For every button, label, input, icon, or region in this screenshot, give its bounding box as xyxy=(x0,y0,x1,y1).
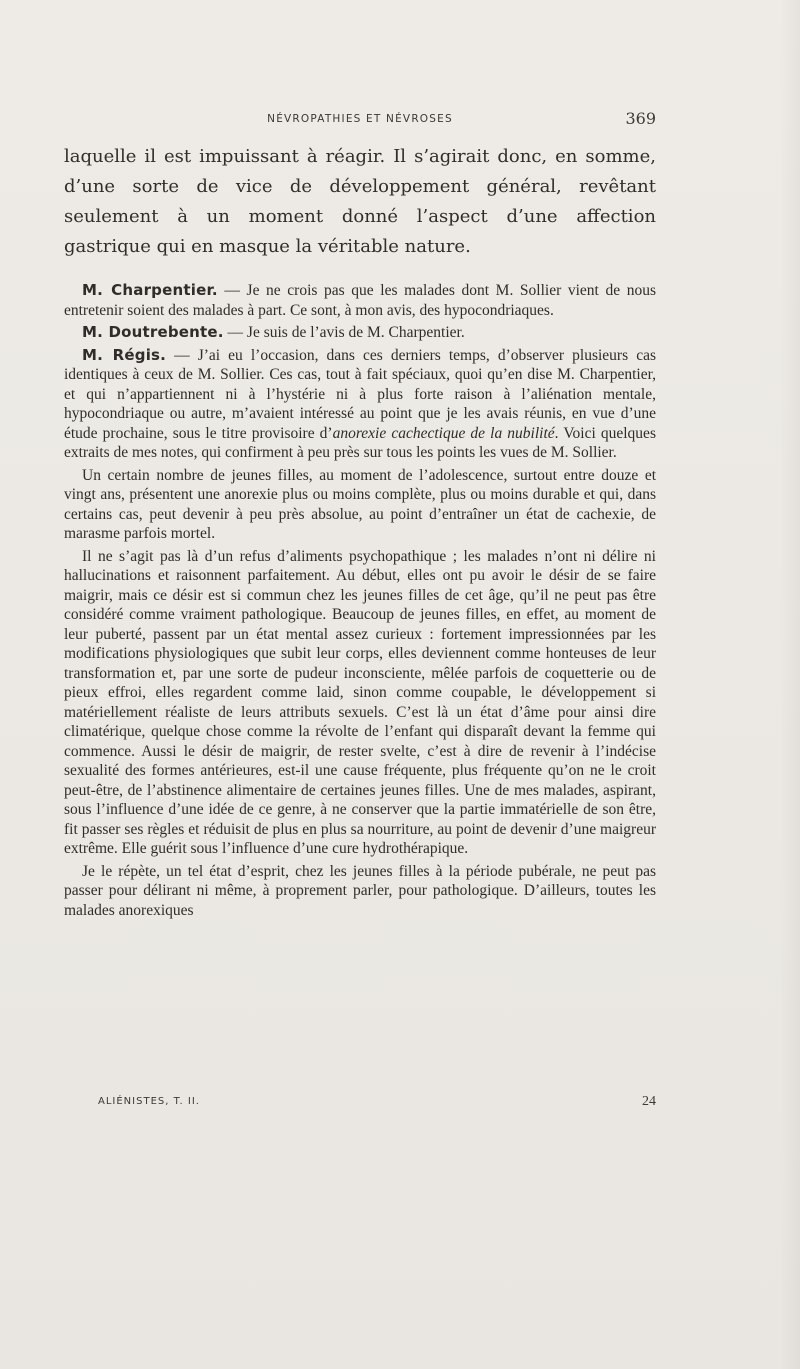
italic-title: anorexie cachectique de la nubilité xyxy=(332,424,555,442)
speech-text: — Je ne crois pas que les malades dont M. Sollier vient de nous entretenir soient des malades à part. Ce sont, à mon avis, des hypocondriaques. xyxy=(64,282,656,319)
paragraph-psychopathique: Il ne s’agit pas là d’un refus d’aliments psychopathique ; les malades n’ont ni délire ni hallucinations et raisonnent parfaitement. Au début, elles ont pu avoir le désir de se faire maigrir, mais ce désir est si commun chez les jeunes filles de cet âge, qu’il ne peut pas être considéré comme vraiment pathologique. Beaucoup de jeunes filles, en effet, au moment de leur puberté, passent par un état mental assez curieux : fortement impressionnées par les modifications physiologiques que subit leur corps, elles deviennent comme honteuses de leur transformation et, par une sorte de pudeur inconsciente, mêlée parfois de coquetterie ou de pieux effroi, elles regardent comme laid, sinon comme coupable, le développement si matériellement réaliste de leurs attributs sexuels. C’est là un état d’âme pour ainsi dire climatérique, quelque chose comme la révolte de l’enfant qui disparaît devant la femme qui commence. Aussi le désir de maigrir, de rester svelte, c’est à dire de revenir à l’indécise sexualité des formes antérieures, est-il une cause fréquente, plus fréquente qu’on ne le croit peut-être, de l’abstinence alimentaire de certaines jeunes filles. Une de mes malades, aspirant, sous l’influence d’une idée de ce genre, à ne conserver que la partie immatérielle de son être, fit passer ses règles et réduisit de plus en plus sa nourriture, au point de devenir d’une maigreur extrême. Elle guérit sous l’influence d’une cure hydrothérapique. xyxy=(64,547,656,857)
discussion-regis xyxy=(64,346,656,463)
speaker-name: M. Régis. xyxy=(82,345,167,364)
body-text xyxy=(64,281,656,923)
lead-paragraph: laquelle il est impuissant à réagir. Il s’agirait donc, en somme, d’une sorte de vice de développement général, revêtant seulement à un moment donné l’aspect d’une affection gastrique qui en masque la véritable nature. xyxy=(64,146,656,257)
sheet-number: 24 xyxy=(642,1094,656,1109)
paragraph-adolescence: Un certain nombre de jeunes filles, au moment de l’adolescence, surtout entre douze et vingt ans, présentent une anorexie plus ou moins complète, plus ou moins durable et qui, dans certains cas, peut devenir à peu près absolue, au point d’entraîner un état de cachexie, de marasme parfois mortel. xyxy=(64,466,656,542)
speaker-name: M. Charpentier. xyxy=(82,281,218,299)
signature-mark: ALIÉNISTES, T. II. xyxy=(98,1096,200,1107)
running-title: NÉVROPATHIES ET NÉVROSES xyxy=(267,113,453,125)
page-edge-shade xyxy=(780,0,800,1369)
running-head xyxy=(64,109,656,137)
page-footer xyxy=(64,1096,656,1116)
speaker-name: M. Doutrebente. xyxy=(82,323,224,341)
speech-text: — J’ai eu l’occasion, dans ces derniers temps, d’observer plusieurs cas identiques à ceux de M. Sollier. Ces cas, tout à fait spéciaux, quoi qu’en dise M. Charpentier, et qui n’appartiennent ni à l’hystérie ni à plus forte raison à l’aliénation mentale, hypocondriaque ou autre, m’avaient intéressé au point que je les avais réunis, en vue d’une étude prochaine, sous le titre provisoire d’ xyxy=(64,346,656,442)
paragraph-repete: Je le répète, un tel état d’esprit, chez les jeunes filles à la période pubérale, ne peut pas passer pour délirant ni même, à proprement parler, pour pathologique. D’ailleurs, toutes les malades anorexiques xyxy=(64,862,656,919)
page-number: 369 xyxy=(625,109,656,128)
speech-text: . Voici quelques extraits de mes notes, qui confirment à peu près sur tous les points les vues de M. Sollier. xyxy=(64,424,656,461)
discussion-doutrebente xyxy=(64,323,656,343)
speech-text: — Je suis de l’avis de M. Charpentier. xyxy=(223,324,465,341)
discussion-charpentier xyxy=(64,281,656,320)
